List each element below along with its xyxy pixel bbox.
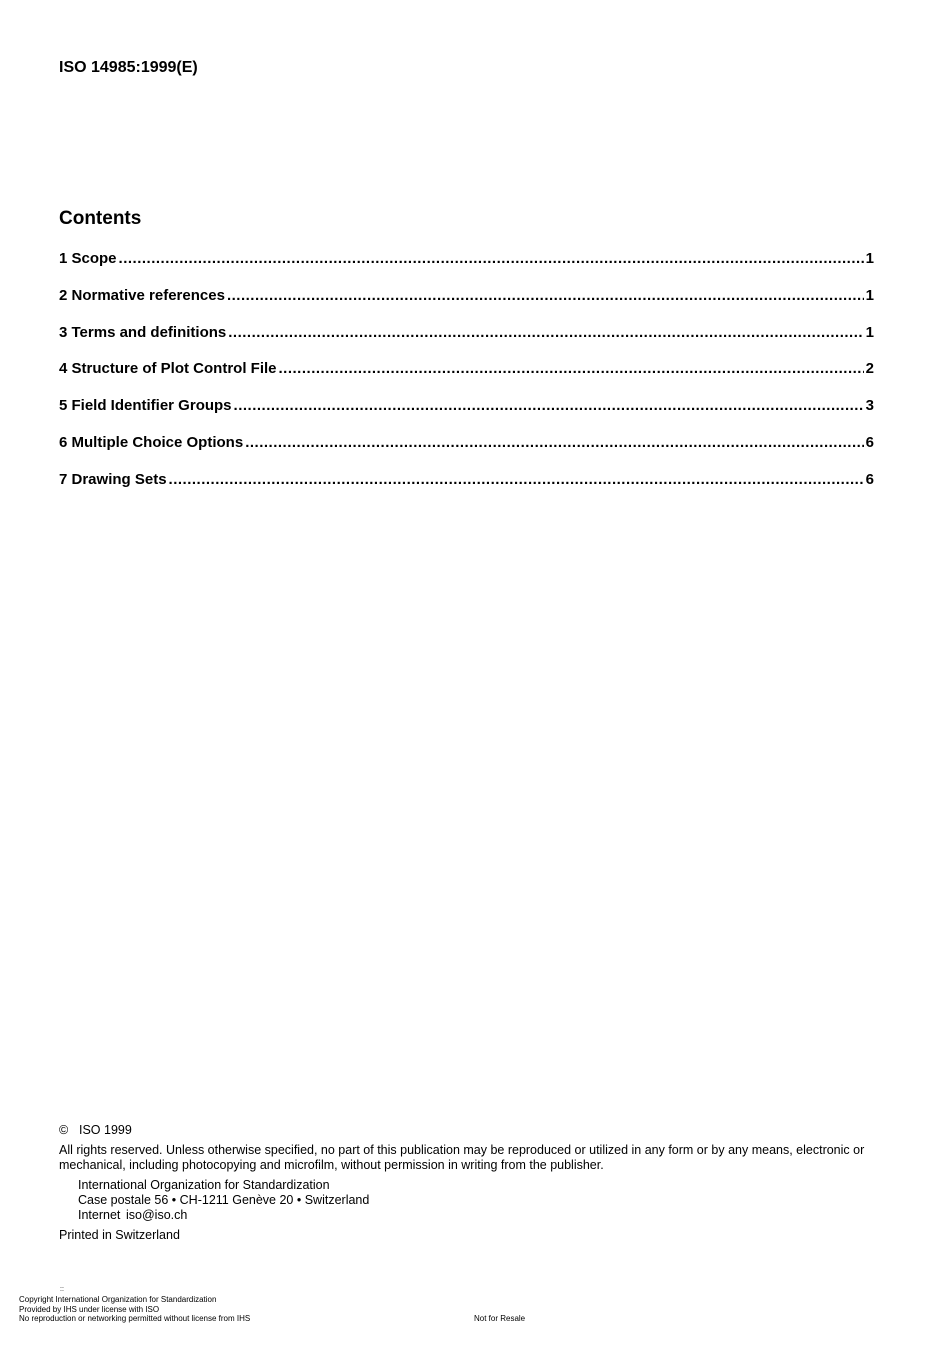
toc-leader-dots [119, 250, 864, 267]
internet-email-link[interactable]: iso@iso.ch [126, 1208, 188, 1222]
toc-entry-label: 1 Scope [59, 250, 117, 267]
document-id: ISO 14985:1999(E) [59, 59, 198, 76]
toc-entry-page: 3 [865, 397, 874, 415]
toc-entry-label: 4 Structure of Plot Control File [59, 360, 277, 378]
toc-entry-label: 2 Normative references [59, 286, 225, 304]
printed-in: Printed in Switzerland [59, 1228, 180, 1242]
copyright-line [59, 1123, 879, 1138]
toc-entry-drawing-sets[interactable] [59, 471, 874, 508]
publisher-internet [78, 1208, 879, 1223]
toc-entry-label: 6 Multiple Choice Options [59, 433, 244, 451]
footer-line-copyright: Copyright International Organization for Standardization [19, 1295, 217, 1304]
toc-leader-dots [279, 360, 864, 377]
contents-title: Contents [59, 208, 142, 229]
footer-mark: :: [60, 1286, 64, 1293]
toc-entry-page: 6 [865, 470, 874, 488]
toc-entry-label: 5 Field Identifier Groups [59, 397, 232, 415]
table-of-contents [59, 250, 874, 508]
license-footer [19, 1295, 250, 1324]
toc-entry-multiple-choice[interactable] [59, 434, 874, 471]
toc-leader-dots [227, 287, 864, 304]
toc-entry-label: 7 Drawing Sets [59, 470, 167, 488]
toc-leader-dots [228, 324, 863, 341]
copyright-year: ISO 1999 [79, 1123, 132, 1137]
toc-entry-scope[interactable] [59, 250, 874, 287]
toc-entry-page: 1 [865, 323, 874, 341]
toc-entry-page: 1 [865, 286, 874, 304]
copyright-symbol: © [59, 1123, 69, 1137]
footer-line-provided: Provided by IHS under license with ISO [19, 1304, 160, 1314]
copyright-block [59, 1123, 879, 1243]
footer-line-reproduction: No reproduction or networking permitted without license from IHS [19, 1314, 251, 1323]
not-for-resale: Not for Resale [474, 1314, 526, 1323]
toc-entry-label: 3 Terms and definitions [59, 323, 227, 341]
toc-leader-dots [169, 471, 864, 488]
internet-label: Internet [78, 1208, 121, 1222]
publisher-address [59, 1178, 879, 1223]
toc-entry-field-identifier-groups[interactable] [59, 397, 874, 434]
toc-entry-terms-definitions[interactable] [59, 324, 874, 361]
toc-leader-dots [234, 397, 864, 414]
rights-statement: All rights reserved. Unless otherwise specified, no part of this publication may be reproduced or utilized in any form or by any means, electronic or mechanical, including photocopying and microfilm, without permission in writing from the publisher. [59, 1143, 865, 1172]
toc-entry-page: 6 [865, 433, 874, 451]
toc-entry-page: 1 [865, 250, 874, 267]
toc-entry-structure[interactable] [59, 360, 874, 397]
publisher-org: International Organization for Standardization [78, 1178, 330, 1192]
publisher-postal: Case postale 56 • CH-1211 Genève 20 • Switzerland [78, 1193, 370, 1207]
toc-entry-page: 2 [865, 360, 874, 378]
toc-leader-dots [245, 434, 863, 451]
toc-entry-normative-references[interactable] [59, 287, 874, 324]
